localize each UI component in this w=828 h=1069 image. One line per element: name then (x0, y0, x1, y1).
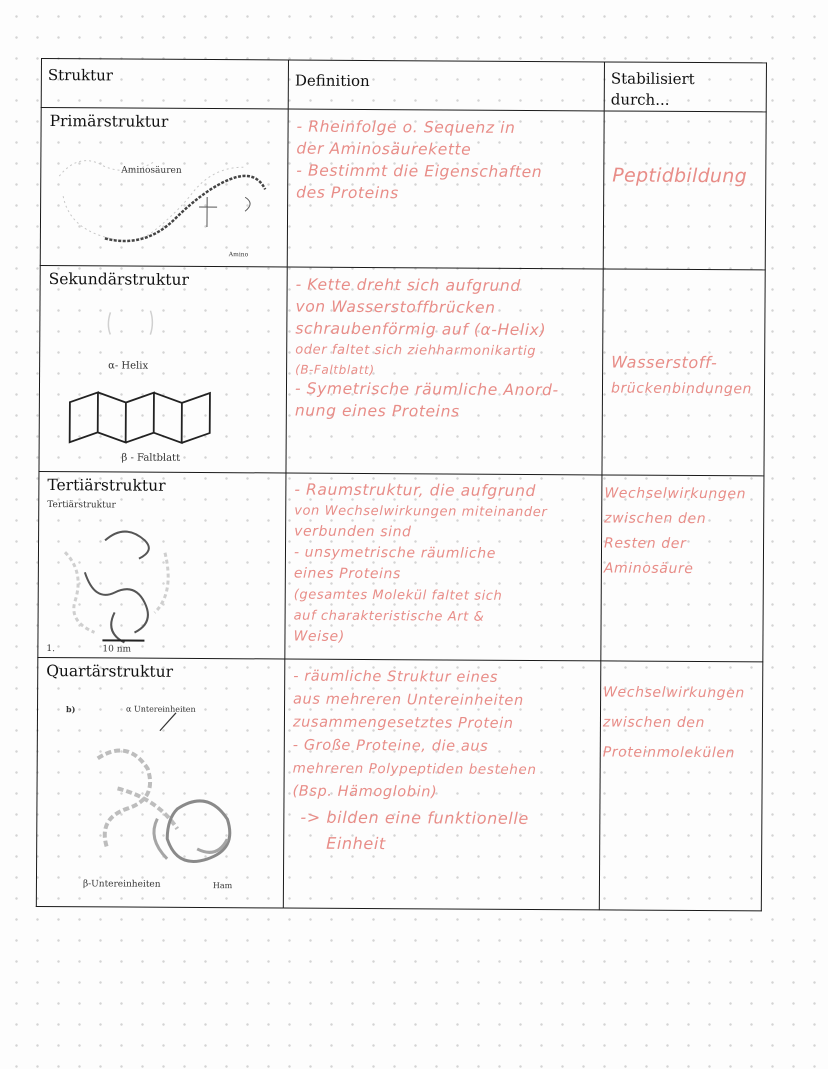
row-primary-structure-cell (40, 108, 288, 268)
header-stabilized-line2: durch... (610, 90, 670, 109)
stabilized-line: zwischen den (602, 714, 706, 732)
definition-line: (gesamtes Molekül faltet sich (293, 587, 503, 604)
stabilized-line: brückenbindungen (610, 380, 753, 398)
image-label-alpha-helix: α- Helix (108, 360, 149, 372)
header-stabilized-line1: Stabilisiert (610, 69, 695, 88)
quaternary-structure-sketch (57, 698, 268, 899)
definition-line: - unsymetrische räumliche (293, 544, 496, 562)
definition-line: - Raumstruktur, die aufgrund (294, 480, 537, 501)
definition-line: von Wechselwirkungen miteinander (294, 503, 548, 521)
row-quaternary-definition-cell (283, 659, 601, 910)
definition-quaternary (284, 660, 600, 857)
image-label-beta-units: β-Untereinheiten (82, 879, 161, 890)
notes-sheet (36, 58, 766, 907)
primary-structure-sketch (49, 136, 280, 265)
definition-line: von Wasserstoffbrücken (295, 297, 496, 317)
tertiary-structure-sketch (44, 512, 275, 653)
image-label-tertiaerstruktur: Tertiärstruktur (47, 500, 116, 511)
row-tertiary-structure-cell (38, 471, 286, 659)
row-primary-definition-cell (287, 109, 604, 269)
row-title-tertiary: Tertiärstruktur (47, 476, 166, 495)
row-quaternary-stabilized-cell (599, 661, 763, 911)
definition-line: - Große Proteine, die aus (292, 737, 489, 755)
definition-line: Weise) (293, 628, 345, 645)
definition-line: auf charakteristische Art & (293, 608, 485, 625)
definition-line: (Bsp. Hämoglobin) (292, 783, 438, 801)
image-label-alpha-units: α Untereinheiten (125, 704, 196, 714)
header-structure: Struktur (41, 59, 288, 110)
header-definition: Definition (288, 60, 604, 111)
image-label-amino: Amino (228, 251, 249, 259)
stabilized-tertiary (602, 475, 764, 582)
definition-line: schraubenförmig auf (α-Helix) (295, 319, 547, 340)
table-row (40, 108, 766, 270)
stabilized-line: Proteinmolekülen (602, 744, 736, 762)
image-label-scale: 10 nm (102, 644, 132, 655)
protein-structure-table (36, 58, 767, 911)
definition-line: oder faltet sich ziehharmonikartig (295, 342, 537, 360)
row-quaternary-structure-cell (36, 657, 285, 908)
image-label-b: b) (65, 704, 76, 715)
definition-line: - räumliche Struktur eines (293, 668, 499, 686)
definition-line: verbunden sind (294, 523, 412, 541)
row-title-secondary: Sekundärstruktur (48, 270, 190, 289)
image-label-aminosaeuren: Aminosäuren (121, 165, 182, 176)
row-primary-stabilized-cell (603, 111, 766, 270)
row-title-primary: Primärstruktur (49, 112, 169, 131)
stabilized-line: Wasserstoff- (611, 352, 718, 373)
row-secondary-definition-cell (286, 267, 603, 475)
row-title-quaternary: Quartärstruktur (46, 662, 174, 681)
definition-line: - Bestimmt die Eigenschaften (296, 161, 543, 182)
definition-line: eines Proteins (293, 565, 401, 583)
definition-line: mehreren Polypeptiden bestehen (292, 760, 537, 779)
definition-line: des Proteins (296, 183, 399, 203)
secondary-structure-sketch (50, 296, 271, 467)
definition-line: -> bilden eine funktionelle (300, 807, 529, 828)
definition-line: aus mehreren Untereinheiten (293, 691, 524, 709)
table-row (36, 657, 763, 910)
stabilized-secondary (603, 269, 765, 402)
definition-line: der Aminosäurekette (296, 139, 472, 159)
definition-line: Einheit (326, 833, 386, 854)
stabilized-line: Peptidbildung (612, 164, 748, 188)
row-tertiary-stabilized-cell (601, 475, 764, 662)
stabilized-quaternary (601, 661, 763, 768)
definition-line: - Symetrische räumliche Anord- (294, 379, 559, 400)
definition-line: nung eines Proteins (294, 401, 460, 421)
definition-line: zusammengesetztes Protein (292, 714, 514, 732)
stabilized-primary (604, 111, 765, 190)
stabilized-line: Wechselwirkungen (603, 684, 745, 702)
image-label-beta-faltblatt: β - Faltblatt (121, 452, 181, 464)
table-header-row (41, 59, 766, 112)
definition-secondary (287, 268, 603, 424)
definition-line: - Rheinfolge o. Sequenz in (296, 117, 516, 137)
definition-tertiary (285, 474, 601, 650)
table-row (39, 265, 765, 475)
definition-primary (288, 110, 604, 206)
image-label-index: 1. (46, 644, 56, 655)
image-label-ham: Ham (212, 881, 233, 891)
header-stabilized (604, 62, 766, 112)
definition-line: (B-Faltblatt) (295, 362, 375, 378)
row-secondary-stabilized-cell (602, 269, 765, 476)
table-row (38, 471, 764, 661)
stabilized-line: Wechselwirkungen (604, 485, 747, 503)
stabilized-line: Aminosäure (603, 560, 694, 577)
row-tertiary-definition-cell (285, 473, 602, 661)
stabilized-line: Resten der (603, 535, 687, 552)
stabilized-line: zwischen den (604, 510, 707, 528)
row-secondary-structure-cell (39, 265, 287, 473)
definition-line: - Kette dreht sich aufgrund (295, 275, 521, 295)
